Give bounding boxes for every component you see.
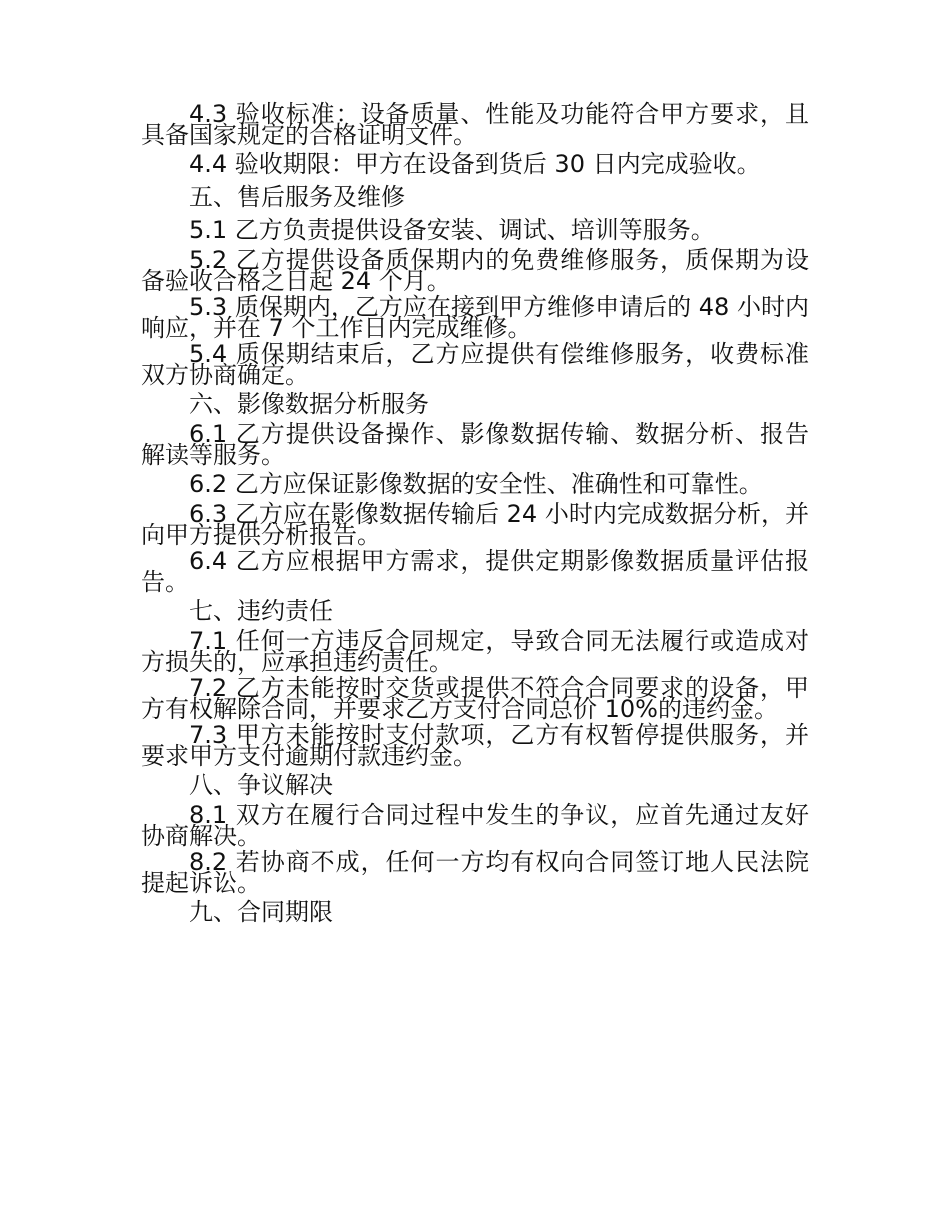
clause-5-3: 5.3 质保期内，乙方应在接到甲方维修申请后的 48 小时内响应，并在 7 个工作日内完成维修。 [141,293,809,342]
clause-8-1: 8.1 双方在履行合同过程中发生的争议，应首先通过友好协商解决。 [141,801,809,850]
clause-5-1: 5.1 乙方负责提供设备安装、调试、培训等服务。 [189,216,715,244]
clause-5-4: 5.4 质保期结束后，乙方应提供有偿维修服务，收费标准双方协商确定。 [141,340,809,389]
clause-4-4: 4.4 验收期限：甲方在设备到货后 30 日内完成验收。 [189,150,761,178]
section-heading-6: 六、影像数据分析服务 [189,390,429,418]
clause-6-4: 6.4 乙方应根据甲方需求，提供定期影像数据质量评估报告。 [141,547,809,596]
clause-7-2: 7.2 乙方未能按时交货或提供不符合合同要求的设备，甲方有权解除合同，并要求乙方支付合同总价 10%的违约金。 [141,674,809,723]
section-heading-7: 七、违约责任 [189,597,333,625]
document-body [141,100,809,932]
clause-4-3: 4.3 验收标准：设备质量、性能及功能符合甲方要求，且具备国家规定的合格证明文件。 [141,100,809,149]
section-heading-8: 八、争议解决 [189,771,333,799]
clause-8-2: 8.2 若协商不成，任何一方均有权向合同签订地人民法院提起诉讼。 [141,848,809,897]
clause-5-2: 5.2 乙方提供设备质保期内的免费维修服务，质保期为设备验收合格之日起 24 个月。 [141,246,809,295]
clause-6-1: 6.1 乙方提供设备操作、影像数据传输、数据分析、报告解读等服务。 [141,420,809,469]
clause-6-2: 6.2 乙方应保证影像数据的安全性、准确性和可靠性。 [189,470,763,498]
clause-7-1: 7.1 任何一方违反合同规定，导致合同无法履行或造成对方损失的，应承担违约责任。 [141,627,809,676]
section-heading-5: 五、售后服务及维修 [189,183,405,211]
clause-7-3: 7.3 甲方未能按时支付款项，乙方有权暂停提供服务，并要求甲方支付逾期付款违约金。 [141,721,809,770]
section-heading-9: 九、合同期限 [189,898,333,926]
clause-6-3: 6.3 乙方应在影像数据传输后 24 小时内完成数据分析，并向甲方提供分析报告。 [141,500,809,549]
